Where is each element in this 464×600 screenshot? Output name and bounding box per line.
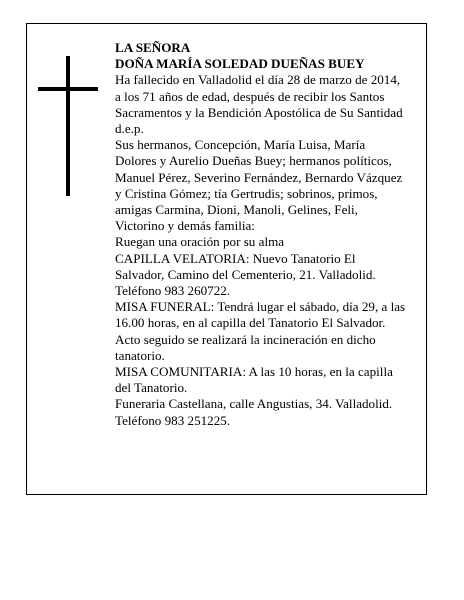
- notice-body-line: y Cristina Gómez; tía Gertrudis; sobrinos, primos,: [115, 185, 378, 201]
- notice-body-line: Victorino y demás familia:: [115, 218, 255, 234]
- notice-title-line-1: LA SEÑORA: [115, 40, 191, 55]
- notice-body-line: Ha fallecido en Valladolid el día 28 de marzo de 2014,: [115, 72, 401, 88]
- notice-body-line: Funeraria Castellana, calle Angustias, 34. Valladolid.: [115, 396, 393, 412]
- notice-body-line: Ruegan una oración por su alma: [115, 234, 285, 250]
- notice-body-line: amigas Carmina, Dioni, Manoli, Gelines, Feli,: [115, 202, 358, 218]
- notice-body-line: MISA FUNERAL: Tendrá lugar el sábado, día 29, a las: [115, 299, 406, 315]
- notice-body-line: CAPILLA VELATORIA: Nuevo Tanatorio El: [115, 250, 356, 266]
- deceased-name: DOÑA MARÍA SOLEDAD DUEÑAS BUEY: [115, 56, 365, 72]
- cross-icon: [38, 56, 98, 196]
- notice-body-line: Salvador, Camino del Cementerio, 21. Valladolid.: [115, 266, 376, 282]
- notice-body-line: 16.00 horas, en al capilla del Tanatorio El Salvador.: [115, 315, 386, 331]
- notice-body-line: a los 71 años de edad, después de recibir los Santos: [115, 88, 385, 104]
- notice-body-line: Dolores y Aurelio Dueñas Buey; hermanos políticos,: [115, 153, 392, 169]
- notice-body-line: Acto seguido se realizará la incineración en dicho: [115, 331, 376, 347]
- notice-body-line: Teléfono 983 251225.: [115, 412, 231, 428]
- notice-body-line: d.e.p.: [115, 121, 144, 137]
- notice-body-line: Sus hermanos, Concepción, María Luisa, María: [115, 137, 366, 153]
- notice-body-line: Teléfono 983 260722.: [115, 283, 231, 299]
- notice-body-line: del Tanatorio.: [115, 380, 188, 396]
- obituary-text: [115, 40, 420, 429]
- notice-body-line: Manuel Pérez, Severino Fernández, Bernardo Vázquez: [115, 169, 403, 185]
- notice-body-line: Sacramentos y la Bendición Apostólica de Su Santidad: [115, 104, 403, 120]
- notice-body-line: MISA COMUNITARIA: A las 10 horas, en la capilla: [115, 364, 393, 380]
- cross-horizontal-bar: [38, 87, 98, 91]
- notice-body-line: tanatorio.: [115, 347, 165, 363]
- cross-vertical-bar: [66, 56, 70, 196]
